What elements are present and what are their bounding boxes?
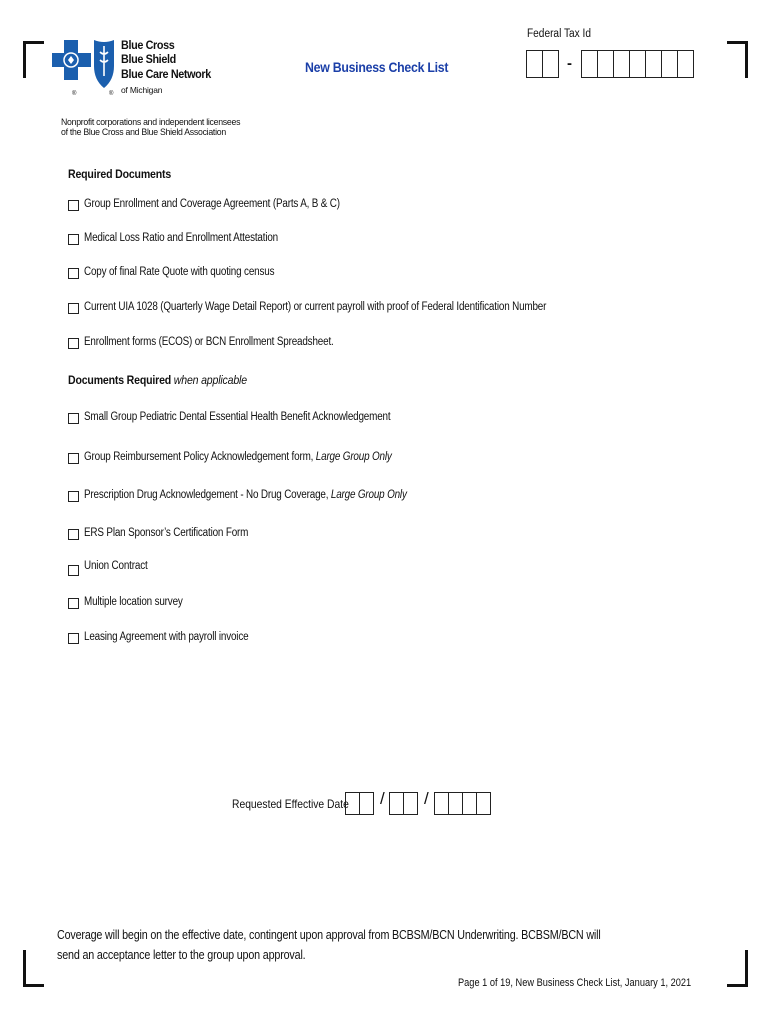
conditional-heading-italic: when applicable <box>173 373 247 387</box>
disclaimer-line-1: Nonprofit corporations and independent licensees <box>61 117 241 128</box>
logo-blue-cross: Blue Cross <box>121 38 175 52</box>
tax-digit-box[interactable] <box>677 50 694 78</box>
checklist-item <box>68 232 310 245</box>
effective-date-label: Requested Effective Date <box>232 797 349 811</box>
checklist-item-label: Multiple location survey <box>84 596 183 608</box>
date-separator: / <box>424 789 429 808</box>
federal-tax-id-suffix[interactable] <box>582 50 694 78</box>
tax-digit-box[interactable] <box>613 50 630 78</box>
checklist-item-label: Leasing Agreement with payroll invoice <box>84 631 249 643</box>
blue-cross-shield-icon <box>52 36 118 96</box>
checkbox[interactable] <box>68 234 79 245</box>
checklist-item-label: Group Reimbursement Policy Acknowledgement form, Large Group Only <box>84 451 392 463</box>
checkbox[interactable] <box>68 529 79 540</box>
checkbox[interactable] <box>68 303 79 314</box>
checkbox[interactable] <box>68 565 79 576</box>
checklist-item-label: Prescription Drug Acknowledgement - No Drug Coverage, Large Group Only <box>84 489 407 501</box>
tax-digit-box[interactable] <box>542 50 559 78</box>
checklist-item <box>68 451 442 464</box>
date-digit-box[interactable] <box>359 792 374 815</box>
effective-date-year[interactable] <box>435 792 491 815</box>
crop-mark-bottom-left <box>23 950 44 987</box>
checklist-item <box>68 596 199 609</box>
checklist-item-label: ERS Plan Sponsor’s Certification Form <box>84 527 249 539</box>
date-separator: / <box>380 789 385 808</box>
checklist-item <box>68 336 374 349</box>
date-digit-box[interactable] <box>345 792 360 815</box>
federal-tax-id-label: Federal Tax Id <box>527 28 591 40</box>
tax-digit-box[interactable] <box>526 50 543 78</box>
page-title: New Business Check List <box>305 59 449 75</box>
checkbox[interactable] <box>68 633 79 644</box>
date-digit-box[interactable] <box>476 792 491 815</box>
checklist-item <box>68 266 305 279</box>
checkbox[interactable] <box>68 453 79 464</box>
checklist-item-label: Medical Loss Ratio and Enrollment Attestation <box>84 232 279 244</box>
svg-text:®: ® <box>72 91 77 96</box>
effective-date-day[interactable] <box>390 792 418 815</box>
checklist-item <box>68 301 622 314</box>
checkbox[interactable] <box>68 598 79 609</box>
bcbs-logo <box>52 36 118 96</box>
checklist-item-label: Union Contract <box>84 560 148 572</box>
checkbox[interactable] <box>68 200 79 211</box>
checkbox[interactable] <box>68 413 79 424</box>
checklist-item <box>68 527 275 540</box>
disclaimer-line-2: of the Blue Cross and Blue Shield Association <box>61 127 226 138</box>
checklist-item <box>68 631 275 644</box>
checklist-item <box>68 489 459 502</box>
page-footer: Page 1 of 19, New Business Check List, January 1, 2021 <box>458 977 692 989</box>
checkbox[interactable] <box>68 268 79 279</box>
conditional-documents-heading <box>68 373 247 387</box>
tax-digit-box[interactable] <box>661 50 678 78</box>
date-digit-box[interactable] <box>403 792 418 815</box>
checkbox[interactable] <box>68 338 79 349</box>
checkbox[interactable] <box>68 491 79 502</box>
logo-of-michigan: of Michigan <box>121 85 163 95</box>
conditional-heading-bold: Documents Required <box>68 373 172 387</box>
tax-id-separator: - <box>567 55 572 72</box>
crop-mark-top-left <box>23 41 44 78</box>
checklist-item-label: Enrollment forms (ECOS) or BCN Enrollment Spreadsheet. <box>84 336 334 348</box>
checklist-item-label: Current UIA 1028 (Quarterly Wage Detail Report) or current payroll with proof of Federal Identification Number <box>84 301 547 313</box>
logo-blue-care-network: Blue Care Network <box>121 67 211 81</box>
checklist-item-label: Copy of final Rate Quote with quoting census <box>84 266 275 278</box>
date-digit-box[interactable] <box>389 792 404 815</box>
svg-text:®: ® <box>109 91 114 96</box>
checklist-item <box>68 198 382 211</box>
tax-digit-box[interactable] <box>597 50 614 78</box>
crop-mark-bottom-right <box>727 950 748 987</box>
effective-date-month[interactable] <box>346 792 374 815</box>
checklist-item <box>68 411 440 424</box>
checklist-item-label: Small Group Pediatric Dental Essential Health Benefit Acknowledgement <box>84 411 391 423</box>
logo-blue-shield: Blue Shield <box>121 52 176 66</box>
coverage-note: Coverage will begin on the effective date, contingent upon approval from BCBSM/BCN Underwriting. BCBSM/BCN will send an acceptance letter to the group upon approval. <box>57 928 601 962</box>
checklist-item-label: Group Enrollment and Coverage Agreement (Parts A, B & C) <box>84 198 340 210</box>
tax-digit-box[interactable] <box>645 50 662 78</box>
date-digit-box[interactable] <box>448 792 463 815</box>
checklist-item <box>68 560 158 576</box>
required-documents-heading: Required Documents <box>68 167 172 181</box>
tax-digit-box[interactable] <box>581 50 598 78</box>
date-digit-box[interactable] <box>434 792 449 815</box>
date-digit-box[interactable] <box>462 792 477 815</box>
crop-mark-top-right <box>727 41 748 78</box>
tax-digit-box[interactable] <box>629 50 646 78</box>
federal-tax-id-prefix[interactable] <box>527 50 559 78</box>
